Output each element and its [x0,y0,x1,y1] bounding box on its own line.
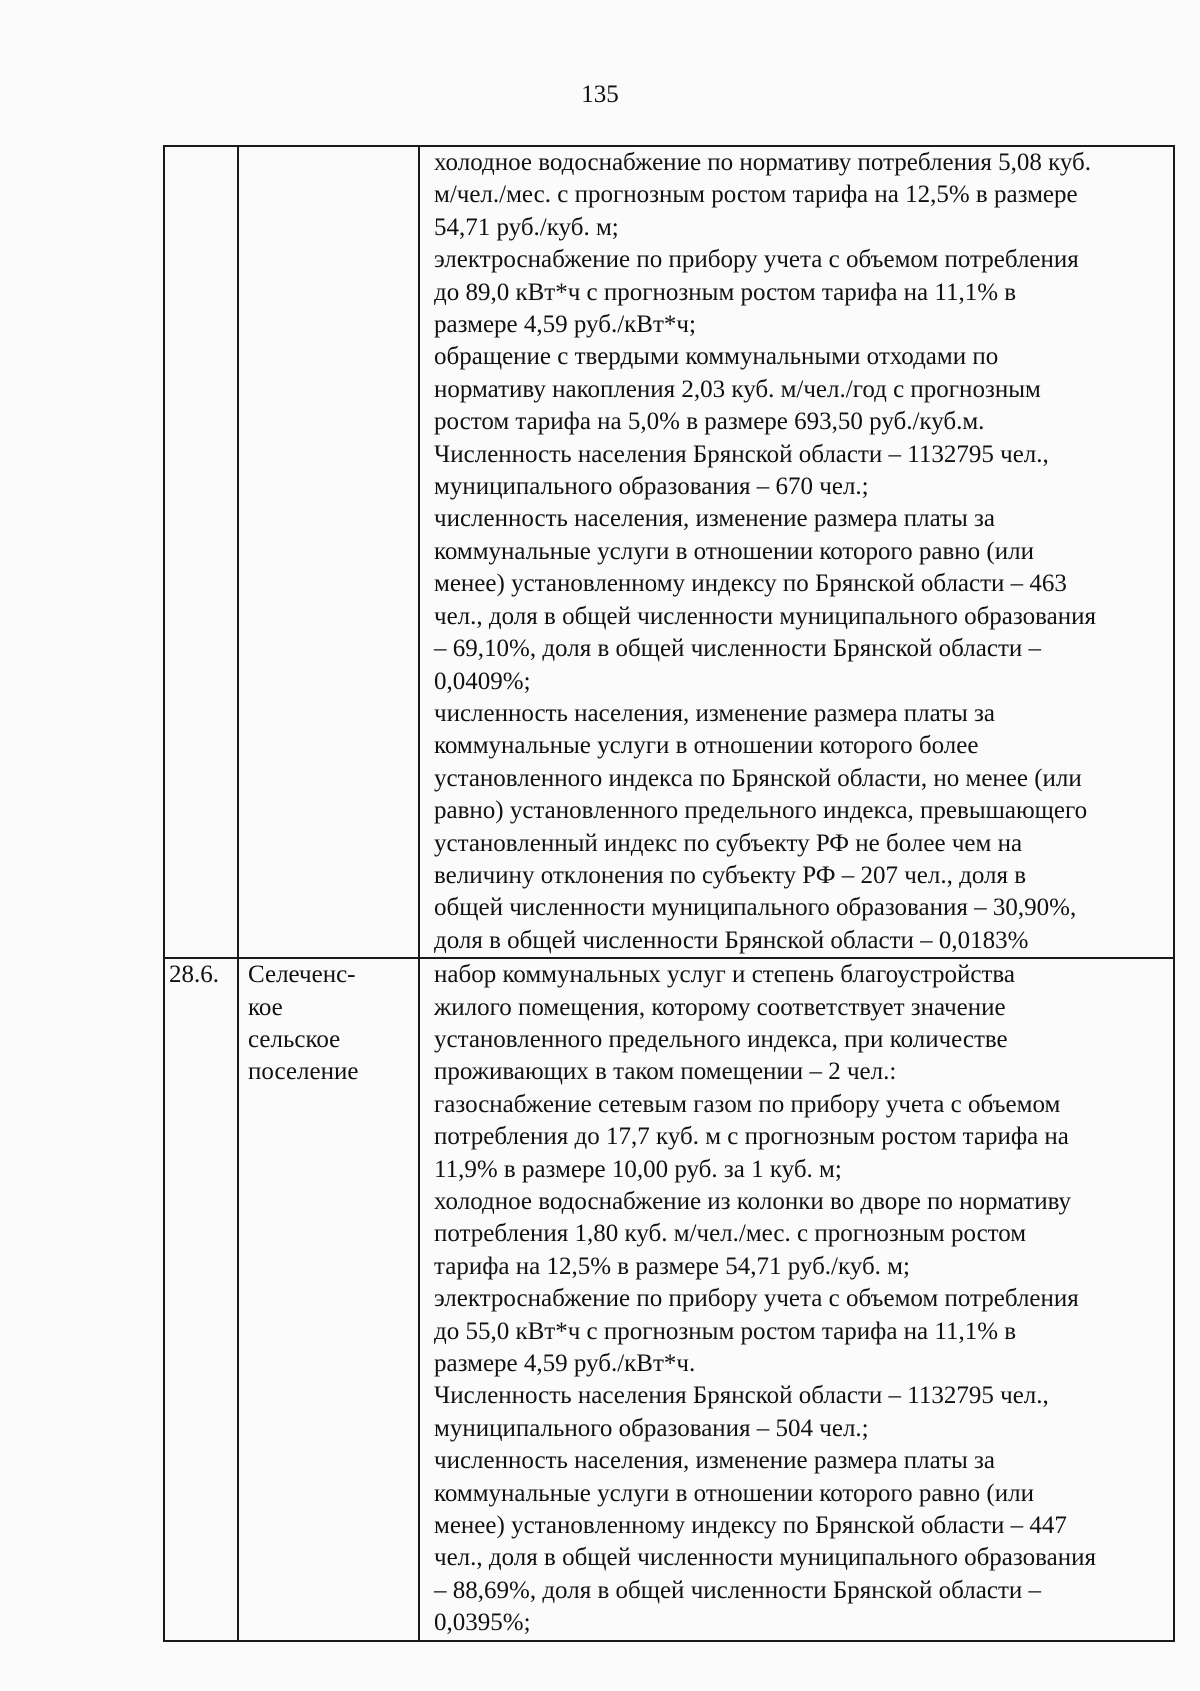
description-text: холодное водоснабжение по нормативу потребления 5,08 куб. м/чел./мес. с прогнозным ростом тарифа на 12,5% в размере 54,71 руб./куб. м; электроснабжение по прибору учета с объемом потребления до 89,0 кВт*ч с прогнозным ростом тарифа на 11,1% в размере 4,59 руб./кВт*ч; обращение с твердыми коммунальными отходами по нормативу накопления 2,03 куб. м/чел./год с прогнозным ростом тарифа на 5,0% в размере 693,50 руб./куб.м. Численность населения Брянской области – 1132795 чел., муниципального образования – 670 чел.; численность населения, изменение размера платы за коммунальные услуги в отношении которого равно (или менее) установленному индексу по Брянской области – 463 чел., доля в общей численности муниципального образования – 69,10%, доля в общей численности Брянской области – 0,0409%; численность населения, изменение размера платы за коммунальные услуги в отношении которого более установленного индекса по Брянской области, но менее (или равно) установленного предельного индекса, превышающего установленный индекс по субъекту РФ не более чем на величину отклонения по субъекту РФ – 207 чел., доля в общей численности муниципального образования – 30,90%, доля в общей численности Брянской области – 0,0183% [434,149,1096,954]
description-cell [419,146,1174,958]
table-row [164,958,1174,1641]
municipality-name-cell [238,146,419,958]
municipality-name: Селеченс- кое сельское поселение [248,961,359,1086]
page-number: 135 [581,81,619,108]
row-number: 28.6. [169,961,219,989]
description-cell [419,958,1174,1641]
table-row [164,146,1174,958]
municipality-name-cell [238,958,419,1641]
row-number-cell [164,958,238,1641]
description-text: набор коммунальных услуг и степень благоустройства жилого помещения, которому соответствует значение установленного предельного индекса, при количестве проживающих в таком помещении – 2 чел.: газоснабжение сетевым газом по прибору учета с объемом потребления до 17,7 куб. м с прогнозным ростом тарифа на 11,9% в размере 10,00 руб. за 1 куб. м; холодное водоснабжение из колонки во дворе по нормативу потребления 1,80 куб. м/чел./мес. с прогнозным ростом тарифа на 12,5% в размере 54,71 руб./куб. м; электроснабжение по прибору учета с объемом потребления до 55,0 кВт*ч с прогнозным ростом тарифа на 11,1% в размере 4,59 руб./кВт*ч. Численность населения Брянской области – 1132795 чел., муниципального образования – 504 чел.; численность населения, изменение размера платы за коммунальные услуги в отношении которого равно (или менее) установленному индексу по Брянской области – 447 чел., доля в общей численности муниципального образования – 88,69%, доля в общей численности Брянской области – 0,0395%; [434,961,1096,1637]
row-number-cell [164,146,238,958]
municipality-table [163,145,1175,1642]
